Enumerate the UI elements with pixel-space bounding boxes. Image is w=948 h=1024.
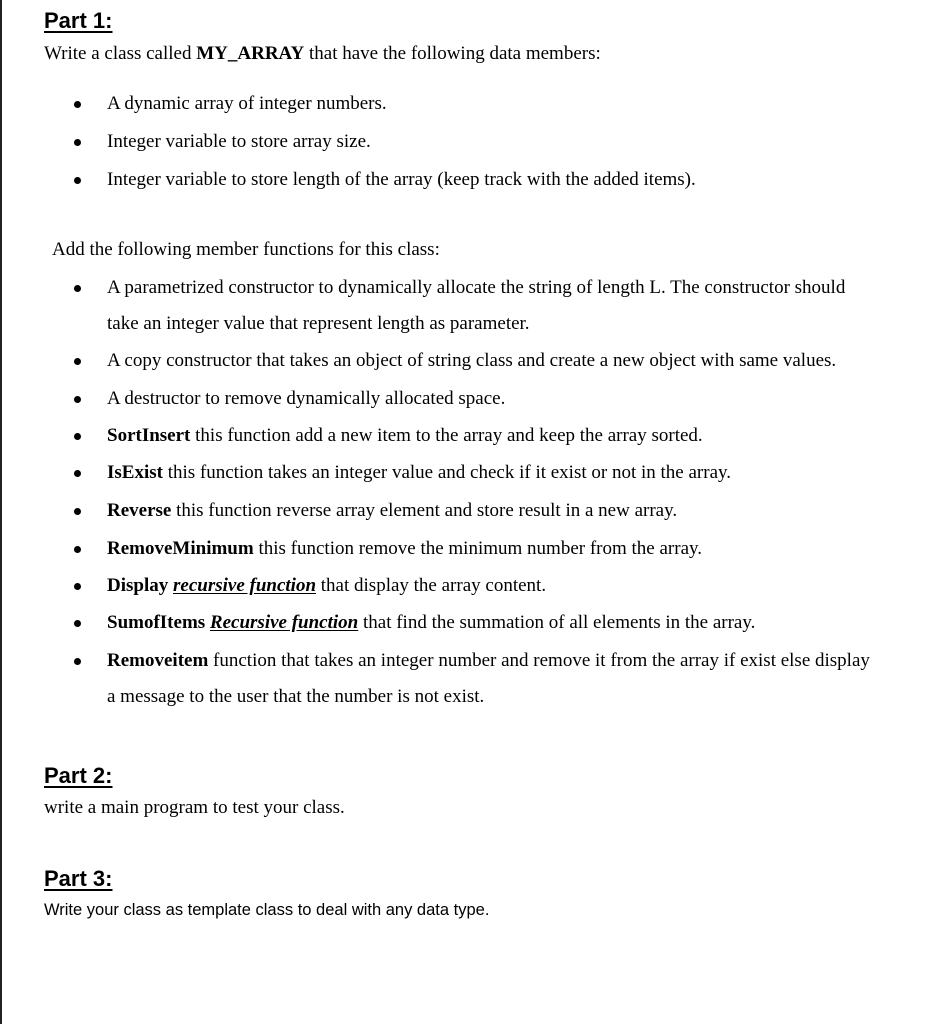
function-item — [107, 611, 755, 635]
class-name: MY_ARRAY — [196, 43, 305, 64]
bullet-icon — [74, 101, 81, 108]
part3-text: Write your class as template class to deal with any data type. — [44, 901, 490, 919]
bullet-icon — [74, 546, 81, 553]
part2-heading: Part 2: — [44, 763, 113, 788]
function-item — [107, 461, 731, 485]
function-name: SortInsert — [107, 425, 191, 446]
function-description: function that takes an integer number and remove it from the array if exist else display — [208, 650, 870, 671]
bullet-icon — [74, 285, 81, 292]
function-name: Removeitem — [107, 650, 209, 671]
function-emphasis: Recursive function — [209, 612, 359, 633]
function-item — [107, 649, 870, 673]
bullet-icon — [74, 470, 81, 477]
part1-intro-prefix: Write a class called — [44, 43, 197, 64]
function-item — [107, 499, 677, 523]
function-item-continuation: take an integer value that represent length as parameter. — [107, 313, 530, 334]
function-description: this function reverse array element and store result in a new array. — [171, 500, 678, 521]
function-item — [107, 424, 703, 448]
bullet-icon — [74, 396, 81, 403]
function-item-continuation: a message to the user that the number is not exist. — [107, 686, 485, 707]
function-item: A copy constructor that takes an object of string class and create a new object with same values. — [107, 350, 837, 371]
function-item: A destructor to remove dynamically allocated space. — [107, 388, 506, 409]
bullet-icon — [74, 358, 81, 365]
function-description: that find the summation of all elements in the array. — [358, 612, 756, 633]
function-description: this function add a new item to the array and keep the array sorted. — [190, 425, 703, 446]
function-emphasis: recursive function — [173, 575, 317, 596]
part1-intro — [44, 42, 601, 66]
bullet-icon — [74, 433, 81, 440]
bullet-icon — [74, 620, 81, 627]
bullet-icon — [74, 658, 81, 665]
part1-heading: Part 1: — [44, 8, 113, 33]
functions-intro: Add the following member functions for this class: — [52, 239, 440, 260]
part3-heading: Part 3: — [44, 866, 113, 891]
function-item: A parametrized constructor to dynamically allocate the string of length L. The constructor should — [107, 277, 846, 298]
data-member-item: Integer variable to store length of the array (keep track with the added items). — [107, 169, 696, 190]
function-name: Reverse — [107, 500, 172, 521]
function-name: Display — [107, 575, 169, 596]
bullet-icon — [74, 139, 81, 146]
function-name: SumofItems — [107, 612, 206, 633]
data-member-item: A dynamic array of integer numbers. — [107, 93, 387, 114]
function-name: RemoveMinimum — [107, 538, 254, 559]
function-item — [107, 537, 702, 561]
bullet-icon — [74, 508, 81, 515]
function-item — [107, 574, 546, 598]
bullet-icon — [74, 583, 81, 590]
function-name: IsExist — [107, 462, 163, 483]
function-description: this function remove the minimum number from the array. — [253, 538, 703, 559]
part2-text: write a main program to test your class. — [44, 797, 345, 818]
part1-intro-suffix: that have the following data members: — [304, 43, 601, 64]
bullet-icon — [74, 177, 81, 184]
function-description: this function takes an integer value and check if it exist or not in the array. — [162, 462, 732, 483]
data-member-item: Integer variable to store array size. — [107, 131, 371, 152]
function-description: that display the array content. — [316, 575, 547, 596]
